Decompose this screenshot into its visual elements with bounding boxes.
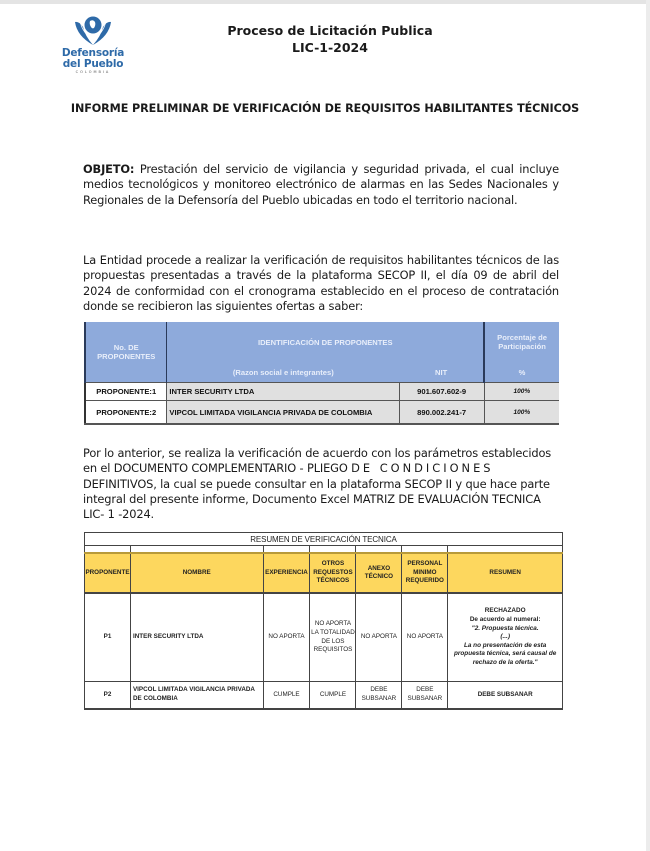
cell-anexo: NO APORTA (356, 593, 402, 682)
verification-paragraph (83, 446, 559, 522)
header-proponente: PROPONENTE (85, 553, 131, 593)
summary-header-row (85, 553, 563, 593)
header-experiencia: EXPERIENCIA (263, 553, 310, 593)
page-top-edge (0, 0, 650, 4)
proponent-nit: 890.002.241-7 (399, 401, 484, 425)
resumen-line-1: De acuerdo al numeral: (469, 616, 541, 624)
table-row (85, 401, 559, 425)
paragraph-text-spaced: DE CONDICIONES (351, 461, 494, 476)
proponent-number: PROPONENTE:1 (85, 383, 167, 401)
resumen-status: RECHAZADO (484, 607, 526, 615)
paragraph-text-1: Por lo anterior, se realiza la verificación de acuerdo con los parámetros establecidos en el DOCUMENTO COMPLEMENTARIO - PLIEGO (83, 446, 552, 476)
logo (58, 14, 128, 76)
cell-otros: NO APORTA LA TOTALIDAD DE LOS REQUISITOS (310, 593, 356, 682)
proponent-name: INTER SECURITY LTDA (167, 383, 399, 401)
proponent-percent: 100% (484, 383, 559, 401)
header-resumen: RESUMEN (448, 553, 563, 593)
cell-experiencia: CUMPLE (263, 682, 310, 710)
objeto-label: OBJETO: (83, 162, 135, 176)
cell-personal: DEBE SUBSANAR (402, 682, 448, 710)
logo-line-2: del Pueblo (62, 58, 124, 70)
cell-otros: CUMPLE (310, 682, 356, 710)
header-identification-sub: (Razon social e integrantes) (167, 362, 399, 383)
cell-anexo: DEBE SUBSANAR (356, 682, 402, 710)
cell-personal: NO APORTA (402, 593, 448, 682)
cell-proponente: P1 (85, 593, 131, 682)
proponent-number: PROPONENTE:2 (85, 401, 167, 425)
cell-experiencia: NO APORTA (263, 593, 310, 682)
header-personal: PERSONAL MINIMO REQUERIDO (402, 553, 448, 593)
table-row (85, 383, 559, 401)
header-participation: Porcentaje de Participación (484, 322, 559, 362)
page-right-edge (646, 0, 650, 851)
defensoria-logo-icon (71, 14, 115, 48)
resumen-line-3: (...) (500, 633, 510, 641)
header-nombre: NOMBRE (130, 553, 263, 593)
summary-table (84, 532, 563, 710)
header-nit: NIT (399, 362, 484, 383)
process-code: LIC-1-2024 (292, 40, 368, 55)
cell-nombre: VIPCOL LIMITADA VIGILANCIA PRIVADA DE COLOMBIA (130, 682, 263, 710)
logo-line-1: Defensoría (61, 47, 125, 59)
cell-resumen (448, 593, 563, 682)
cell-nombre: INTER SECURITY LTDA (130, 593, 263, 682)
intro-paragraph: La Entidad procede a realizar la verificación de requisitos habilitantes técnicos de las propuestas presentadas a través de la plataforma SECOP II, el día 09 de abril del 2024 de conformidad con el cronograma establecido en el proceso de contratación donde se recibieron las siguientes ofertas a saber: (83, 253, 559, 313)
header-anexo: ANEXO TÉCNICO (356, 553, 402, 593)
resumen-line-4: La no presentación de esta propuesta técnica, será causal de rechazo de la oferta." (454, 641, 557, 666)
resumen-line-2: "2. Propuesta técnica. (471, 624, 539, 632)
process-header (160, 22, 500, 56)
cell-proponente: P2 (85, 682, 131, 710)
proponent-percent: 100% (484, 401, 559, 425)
proponent-name: VIPCOL LIMITADA VIGILANCIA PRIVADA DE COLOMBIA (167, 401, 399, 425)
proponent-nit: 901.607.602-9 (399, 383, 484, 401)
process-title: Proceso de Licitación Publica (227, 23, 433, 38)
logo-line-3: COLOMBIA (75, 70, 111, 74)
header-participation-sub: % (484, 362, 559, 383)
cell-resumen: DEBE SUBSANAR (448, 682, 563, 710)
table-row (85, 682, 563, 710)
header-number: No. DE PROPONENTES (85, 322, 167, 383)
header-otros: OTROS REQUESTOS TÉCNICOS (310, 553, 356, 593)
objeto-paragraph (83, 162, 559, 208)
paragraph-text-2: DEFINITIVOS, la cual se puede consultar en la plataforma SECOP II y que hace parte integral del presente informe, Documento Excel MATRIZ DE EVALUACIÓN TECNICA LIC- 1 -2024. (83, 476, 550, 522)
header-identification: IDENTIFICACIÓN DE PROPONENTES (167, 322, 484, 362)
summary-table-title: RESUMEN DE VERIFICACIÓN TECNICA (85, 533, 563, 546)
objeto-text: Prestación del servicio de vigilancia y seguridad privada, el cual incluye medios tecnológicos y monitoreo electrónico de alarmas en las Sedes Nacionales y Regionales de la Defensoría del Pueblo ubicadas en todo el territorio nacional. (83, 162, 559, 207)
report-title: INFORME PRELIMINAR DE VERIFICACIÓN DE REQUISITOS HABILITANTES TÉCNICOS (70, 102, 580, 115)
table-row (85, 593, 563, 682)
proponents-table (84, 322, 559, 425)
